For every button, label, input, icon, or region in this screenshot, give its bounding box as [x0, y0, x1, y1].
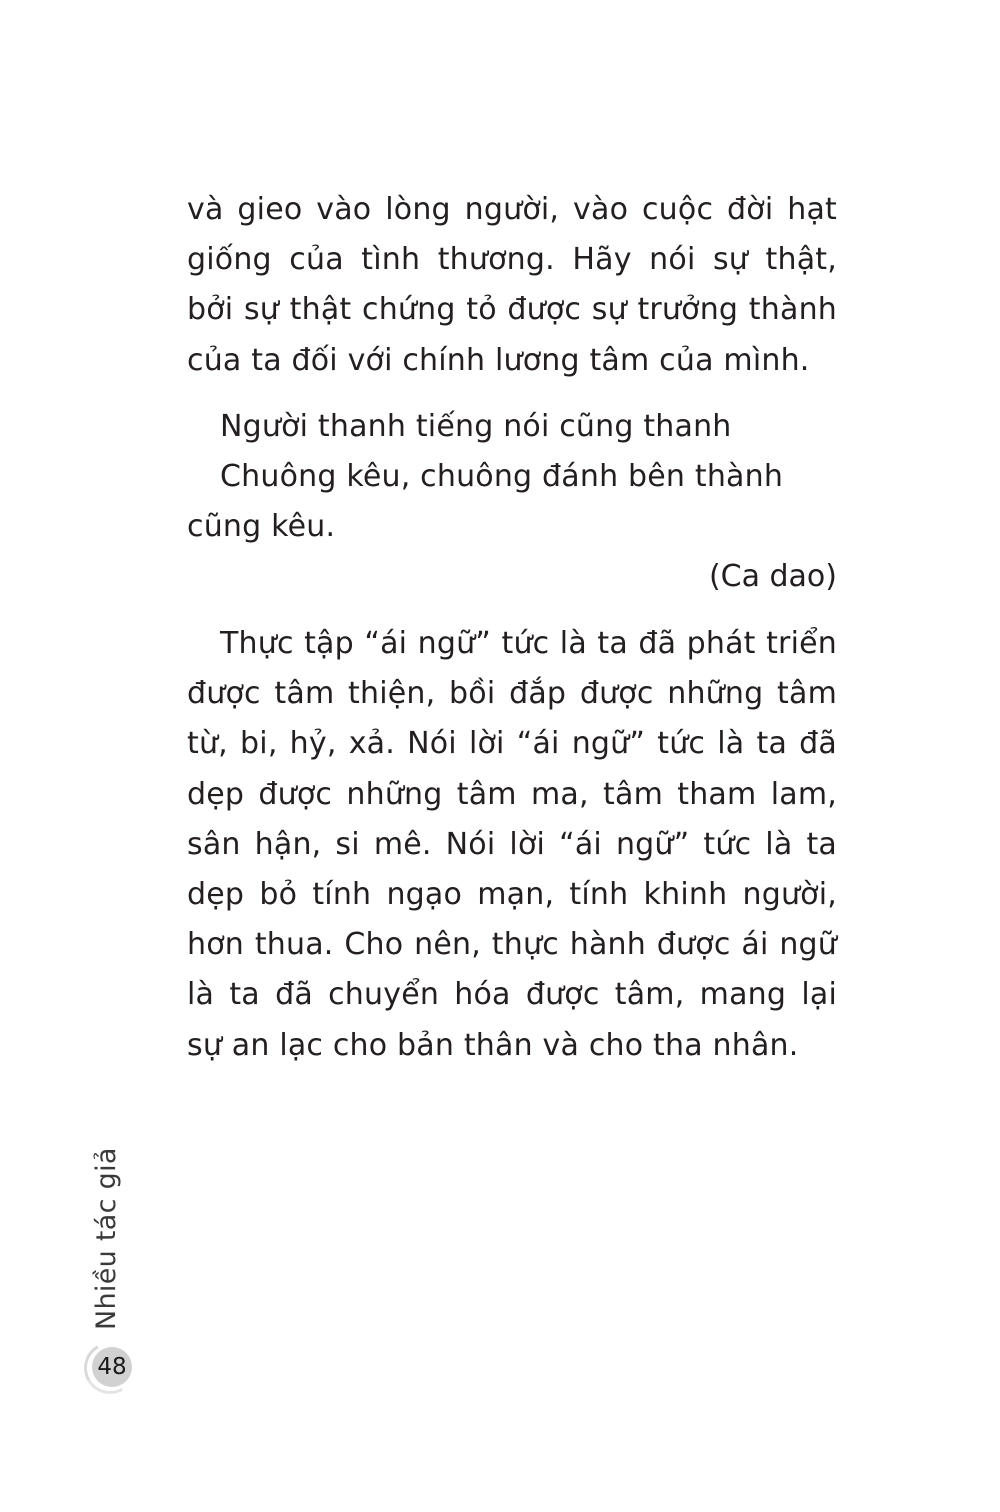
poem-block — [187, 402, 837, 553]
poem-attribution: (Ca dao) — [708, 559, 837, 594]
body-paragraph-1: và gieo vào lòng người, vào cuộc đời hạt giống của tình thương. Hãy nói sự thật, bởi sự thật chứng tỏ được sự trưởng thành của ta đối với chính lương tâm của mình. — [187, 192, 837, 378]
running-footer-author: Nhiều tác giả — [91, 1147, 122, 1330]
poem-line-3: cũng kêu. — [187, 509, 336, 545]
page-number: 48 — [97, 1354, 127, 1380]
page-number-badge — [84, 1342, 134, 1392]
body-paragraph-2: Thực tập “ái ngữ” tức là ta đã phát triển được tâm thiện, bồi đắp được những tâm từ, bi, hỷ, xả. Nói lời “ái ngữ” tức là ta đã dẹp được những tâm ma, tâm tham lam, sân hận, si mê. Nói lời “ái ngữ” tức là ta dẹp bỏ tính ngạo mạn, tính khinh người, hơn thua. Cho nên, thực hành được ái ngữ là ta đã chuyển hóa được tâm, mang lại sự an lạc cho bản thân và cho tha nhân. — [187, 626, 837, 1063]
poem-line-1: Người thanh tiếng nói cũng thanh — [220, 409, 732, 444]
poem-line-2: Chuông kêu, chuông đánh bên thành — [220, 459, 784, 495]
